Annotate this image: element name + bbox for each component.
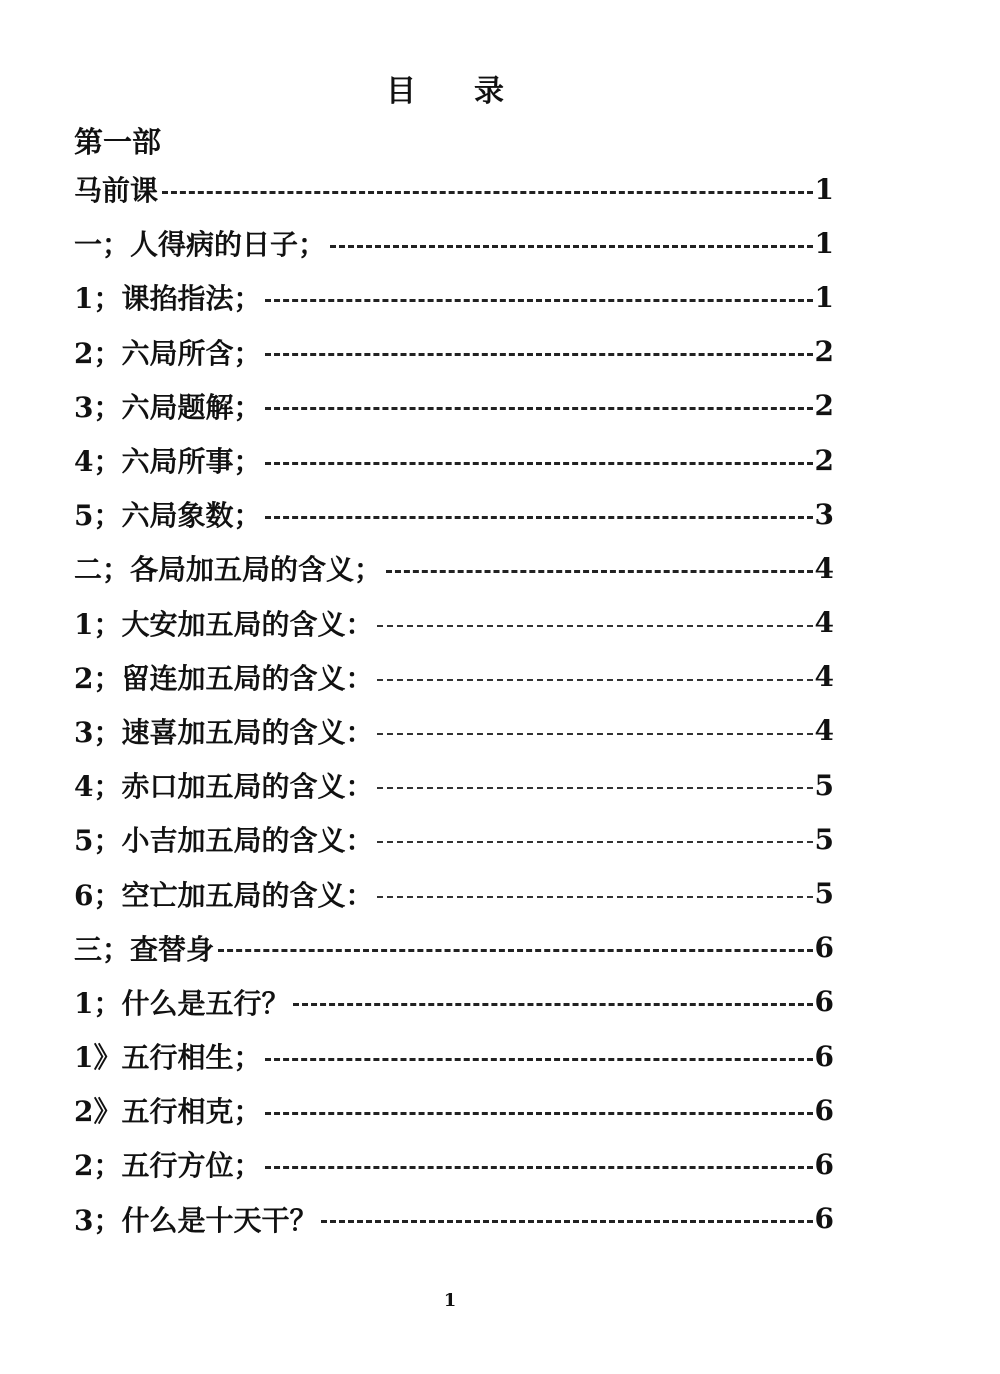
toc-entry-page: 6 — [814, 1147, 834, 1181]
toc-entry-label: 马前课 — [74, 174, 159, 208]
toc-entry-page: 6 — [814, 985, 834, 1019]
toc-leader-dashes — [265, 407, 812, 410]
toc-entry[interactable] — [74, 379, 834, 433]
toc-entry-page: 4 — [814, 551, 834, 585]
toc-entry-page: 2 — [814, 389, 834, 423]
toc-entry-page: 3 — [814, 497, 834, 531]
toc-entry-page: 4 — [814, 660, 834, 694]
toc-entry-page: 4 — [814, 714, 834, 748]
toc-entry[interactable] — [74, 758, 834, 812]
toc-entry-label: 1》五行相生； — [74, 1041, 262, 1075]
toc-leader-dashes — [377, 787, 812, 789]
toc-leader-dashes — [377, 896, 812, 898]
toc-entry-label: 2；六局所含； — [74, 336, 262, 370]
toc-entry[interactable] — [74, 541, 834, 595]
toc-entry[interactable] — [74, 216, 834, 270]
toc-entry-label: 2》五行相克； — [74, 1095, 262, 1129]
toc-entry-page: 2 — [814, 335, 834, 369]
toc-entry[interactable] — [74, 433, 834, 487]
toc-leader-dashes — [265, 516, 812, 519]
toc-entry-page: 6 — [814, 1093, 834, 1127]
toc-entry-label: 5；六局象数； — [74, 499, 262, 533]
toc-entry-page: 1 — [814, 280, 834, 314]
toc-entry-label: 3；速喜加五局的含义： — [74, 715, 374, 749]
toc-entry-page: 2 — [814, 443, 834, 477]
toc-entry[interactable] — [74, 487, 834, 541]
toc-entry[interactable] — [74, 1083, 834, 1137]
toc-entry-label: 1；什么是五行？ — [74, 986, 290, 1020]
toc-entry-label: 6；空亡加五局的含义： — [74, 878, 374, 912]
toc-entry[interactable] — [74, 596, 834, 650]
toc-entry-label: 二；各局加五局的含义； — [74, 553, 383, 587]
toc-entry-page: 6 — [814, 931, 834, 965]
toc-entry-label: 2；留连加五局的含义： — [74, 661, 374, 695]
toc-entry-page: 5 — [814, 822, 834, 856]
toc-entry-label: 4；赤口加五局的含义： — [74, 770, 374, 804]
toc-entry-page: 6 — [814, 1039, 834, 1073]
toc-leader-dashes — [377, 841, 812, 843]
toc-leader-dashes — [377, 625, 812, 627]
toc-entry-page: 6 — [814, 1202, 834, 1236]
toc-entry-label: 3；六局题解； — [74, 390, 262, 424]
toc-leader-dashes — [265, 1166, 812, 1169]
toc-entry[interactable] — [74, 650, 834, 704]
toc-entry[interactable] — [74, 921, 834, 975]
toc-entry-page: 1 — [814, 172, 834, 206]
toc-entry-page: 5 — [814, 877, 834, 911]
toc-entry-label: 2；五行方位； — [74, 1149, 262, 1183]
toc-entry-label: 3；什么是十天干？ — [74, 1203, 318, 1237]
toc-leader-dashes — [265, 299, 812, 302]
toc-entry[interactable] — [74, 704, 834, 758]
toc-entry[interactable] — [74, 325, 834, 379]
toc-entry[interactable] — [74, 866, 834, 920]
toc-leader-dashes — [386, 570, 813, 573]
toc-leader-dashes — [330, 245, 813, 248]
toc-entry-label: 1；大安加五局的含义： — [74, 607, 374, 641]
toc-entry[interactable] — [74, 162, 834, 216]
toc-leader-dashes — [377, 679, 812, 681]
footer-page-number: 1 — [443, 1290, 457, 1311]
toc-leader-dashes — [218, 949, 813, 952]
toc-entry-label: 一；人得病的日子； — [74, 228, 327, 262]
table-of-contents — [74, 162, 834, 1246]
toc-entry[interactable] — [74, 1029, 834, 1083]
toc-entry-label: 1；课掐指法； — [74, 282, 262, 316]
toc-leader-dashes — [265, 1058, 812, 1061]
toc-leader-dashes — [293, 1003, 812, 1006]
toc-entry[interactable] — [74, 975, 834, 1029]
toc-leader-dashes — [377, 733, 812, 735]
toc-leader-dashes — [162, 191, 813, 194]
toc-entry-label: 三；查替身 — [74, 932, 215, 966]
toc-entry-label: 4；六局所事； — [74, 445, 262, 479]
toc-leader-dashes — [321, 1220, 812, 1223]
toc-entry[interactable] — [74, 812, 834, 866]
toc-leader-dashes — [265, 353, 812, 356]
toc-entry[interactable] — [74, 1192, 834, 1246]
toc-leader-dashes — [265, 1112, 812, 1115]
toc-leader-dashes — [265, 462, 812, 465]
part-heading: 第一部 — [74, 125, 162, 159]
toc-entry-label: 5；小吉加五局的含义： — [74, 824, 374, 858]
page-title: 目录 — [386, 74, 562, 109]
toc-entry-page: 4 — [814, 606, 834, 640]
toc-entry-page: 5 — [814, 768, 834, 802]
toc-entry-page: 1 — [814, 226, 834, 260]
toc-entry[interactable] — [74, 270, 834, 324]
toc-entry[interactable] — [74, 1137, 834, 1191]
